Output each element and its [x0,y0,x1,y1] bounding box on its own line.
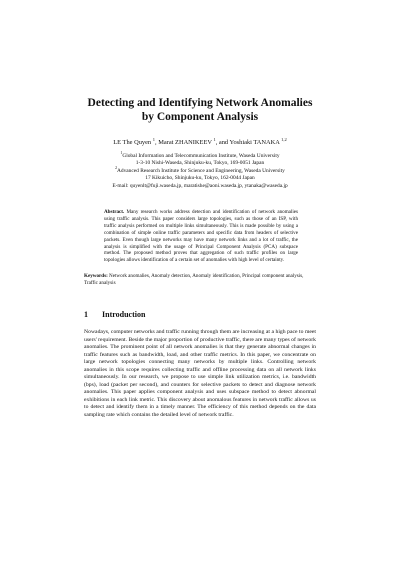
affiliations [40,153,360,190]
affiliation-1-name: Global Information and Telecommunication Institute, Waseda University [122,153,280,159]
affiliation-2 [40,168,360,175]
author-3: Yoshiaki TANAKA [229,139,280,146]
section-title: Introduction [102,310,146,319]
abstract-label: Abstract. [104,209,125,215]
affiliation-1 [40,153,360,160]
affiliation-1-marker: 1 [120,151,123,156]
keywords-label: Keywords: [84,273,108,279]
section-number: 1 [84,310,88,319]
affiliation-1-address: 1-3-10 Nishi-Waseda, Shinjuku-ku, Tokyo, 169-0051 Japan [135,160,265,167]
title-line-1: Detecting and Identifying Network Anomalies [87,97,313,109]
author-2: Marat ZHANIKEEV [158,139,212,146]
affiliation-2-name: Advanced Research Institute for Science and Engineering, Waseda University [117,167,285,174]
author-list [40,136,360,147]
keywords [84,273,316,287]
author-separator-2: , and [215,139,230,146]
author-separator-1: , [154,139,159,146]
author-3-affiliation: 1,2 [281,136,287,142]
abstract-text: Many research works address detection and identification of network anomalies using traffic analysis. This paper considers large topologies, such as those of an ISP, with traffic analysis performed on multiple links simultaneously. This is made possible by using a combination of simple online traffic parameters and specific data from headers of selective packets. Even though large networks may have many network links and a lot of traffic, the analysis is simplified with the usage of Principal Component Analysis (PCA) subspace method. The proposed method proves that aggregation of such traffic profiles on large topologies allows identification of a certain set of anomalies with high level of certainty. [104,209,298,264]
author-1-affiliation: 1 [152,136,155,142]
keywords-text: Network anomalies, Anomaly detection, Anomaly identification, Principal component analysis, Traffic analysis [84,273,304,286]
title-line-2: by Component Analysis [141,111,259,123]
affiliation-2-address: 17 Kikuicho, Shinjuku-ku, Tokyo, 162-0044 Japan [145,175,255,182]
paper-title [60,96,340,124]
introduction-paragraph: Nowadays, computer networks and traffic running through them are increasing at a high pace to meet users' requirement. Beside the major proportion of productive traffic, there are many types of network anomalies. The prominent point of all network anomalies is that they generate abnormal changes in traffic features such as bandwidth, load, and other traffic metrics. In this paper, we concentrate on large network topologies connecting many networks by multiple links. Controlling network anomalies in this scope requires collecting traffic and offline processing data on all network links simultaneously. In our research, we propose to use simple link utilization metrics, i.e. bandwidth (bps), load (packet per second), and counters for selective packets to detect and diagnose network anomalies. This paper applies component analysis and uses subspace method to detect abnormal exhibitions in each link metric. This discovery about anomalous features in network traffic allows us to detect and identify them in a timely manner. The efficiency of this method depends on the data sampling rate which contains the detailed level of network traffic. [84,329,316,418]
author-2-affiliation: 1 [213,136,216,142]
abstract [104,209,298,264]
email-line: E-mail: quyenlt@fuji.waseda.jp, maratishe@aoni.waseda.jp, ytanaka@waseda.jp [112,182,288,189]
section-heading [84,310,316,320]
author-1: LE The Quyen [113,139,152,146]
affiliation-2-marker: 2 [115,166,117,171]
